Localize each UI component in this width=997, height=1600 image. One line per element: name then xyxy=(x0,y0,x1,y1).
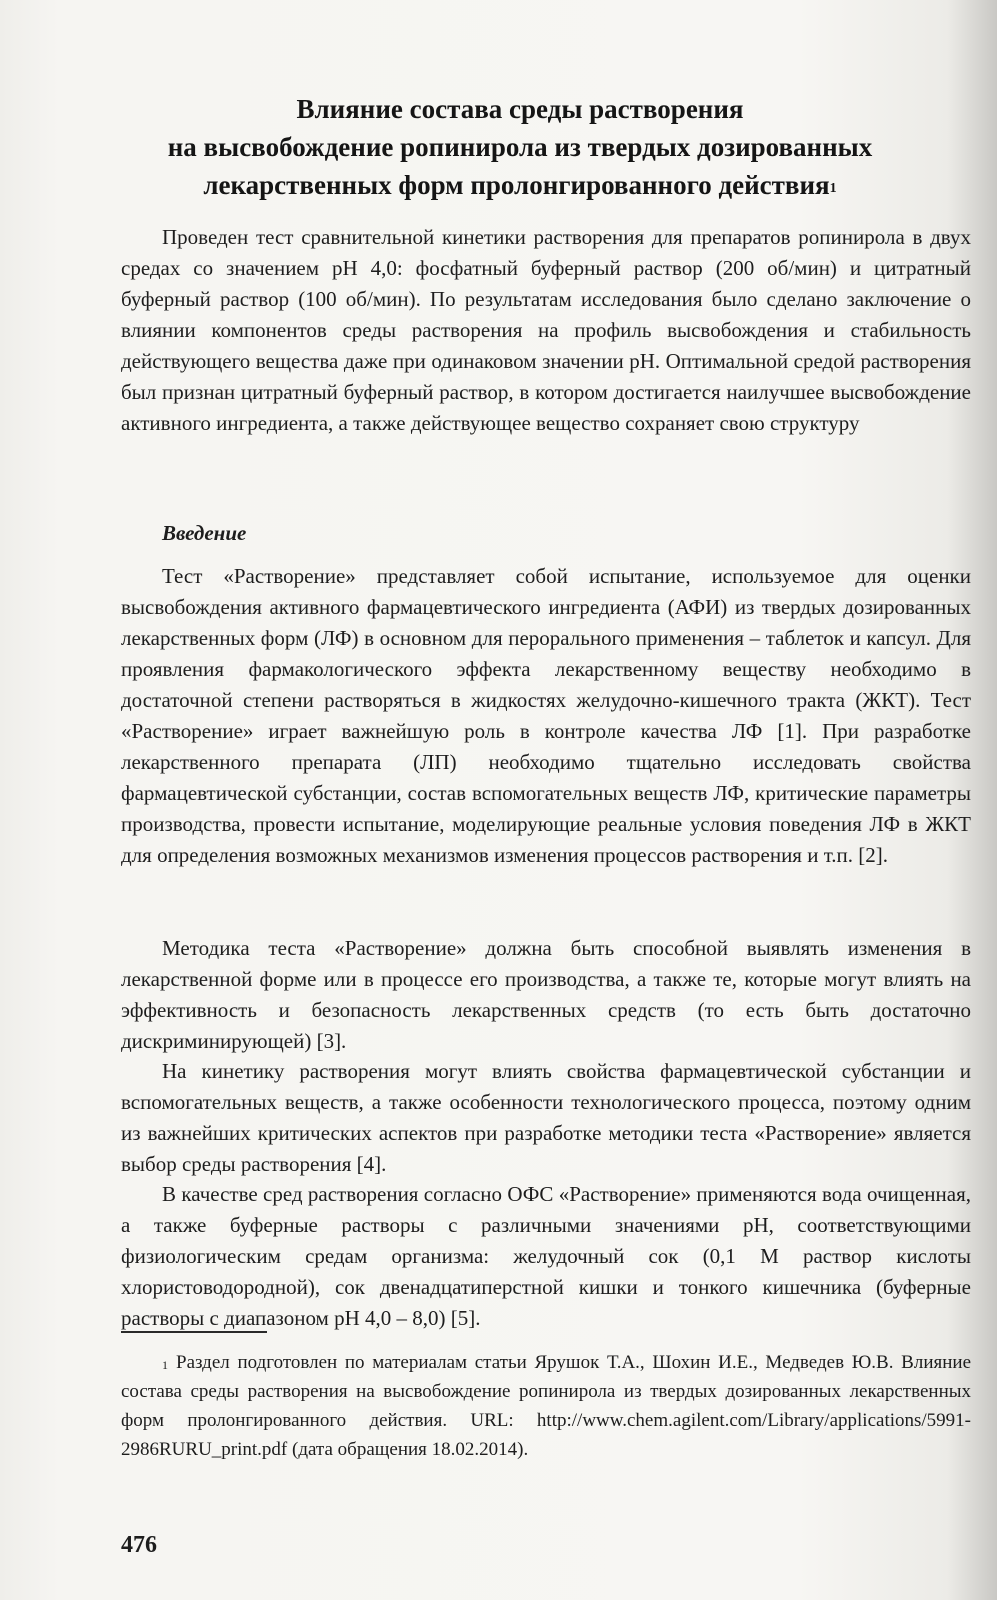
body-paragraph-3: На кинетику растворения могут влиять свойства фармацевтической субстанции и вспомогательных веществ, а также особенности технологического процесса, поэтому одним из важнейших критических аспектов при разработке методики теста «Растворение» является выбор среды растворения [4]. xyxy=(121,1059,971,1176)
title-line-2: на высвобождение ропинирола из твердых дозированных xyxy=(167,132,873,162)
body-paragraph-2: Методика теста «Растворение» должна быть способной выявлять изменения в лекарственной форме или в процессе его производства, а также те, которые могут влиять на эффективность и безопасность лекарственных средств (то есть быть достаточно дискриминирующей) [3]. xyxy=(121,936,971,1053)
footnote xyxy=(121,1348,971,1464)
footnote-text: Раздел подготовлен по материалам статьи Ярушок Т.А., Шохин И.Е., Медведев Ю.В. Влияние состава среды растворения на высвобождение ропинирола из твердых дозированных лекарственных форм пролонгированного действия. URL: http://www.chem.agilent.com/Library/applications/5991-2986RURU_print.pdf (дата обращения 18.02.2014). xyxy=(121,1352,971,1460)
footnote-mark: 1 xyxy=(162,1358,168,1372)
page-number: 476 xyxy=(121,1532,157,1558)
body-paragraph-4: В качестве сред растворения согласно ОФС «Растворение» применяются вода очищенная, а также буферные растворы с различными значениями pH, соответствующими физиологическим средам организма: желудочный сок (0,1 М раствор кислоты хлористоводородной), сок двенадцатиперстной кишки и тонкого кишечника (буферные растворы с диапазоном pH 4,0 – 8,0) [5]. xyxy=(121,1182,971,1330)
abstract-paragraph: Проведен тест сравнительной кинетики растворения для препаратов ропинирола в двух средах со значением pH 4,0: фосфатный буферный раствор (200 об/мин) и цитратный буферный раствор (100 об/мин). По результатам исследования было сделано заключение о влиянии компонентов среды растворения на профиль высвобождения и стабильность действующего вещества даже при одинаковом значении pH. Оптимальной средой растворения был признан цитратный буферный раствор, в котором достигается наилучшее высвобождение активного ингредиента, а также действующее вещество сохраняет свою структуру xyxy=(121,225,971,435)
body-paragraph-1: Тест «Растворение» представляет собой испытание, используемое для оценки высвобождения активного фармацевтического ингредиента (АФИ) из твердых дозированных лекарственных форм (ЛФ) в основном для перорального применения – таблеток и капсул. Для проявления фармакологического эффекта лекарственному веществу необходимо в достаточной степени растворяться в жидкостях желудочно-кишечного тракта (ЖКТ). Тест «Растворение» играет важнейшую роль в контроле качества ЛФ [1]. При разработке лекарственного препарата (ЛП) необходимо тщательно исследовать свойства фармацевтической субстанции, состав вспомогательных веществ ЛФ, критические параметры производства, провести испытание, моделирующие реальные условия поведения ЛФ в ЖКТ для определения возможных механизмов изменения процессов растворения и т.п. [2]. xyxy=(121,564,971,867)
title-line-3: лекарственных форм пролонгированного действия xyxy=(203,170,830,200)
section-heading: Введение xyxy=(162,521,247,545)
title-footnote-ref: 1 xyxy=(829,181,837,196)
title-line-1: Влияние состава среды растворения xyxy=(296,94,744,124)
article-title xyxy=(100,90,940,204)
footnote-separator xyxy=(121,1331,267,1333)
